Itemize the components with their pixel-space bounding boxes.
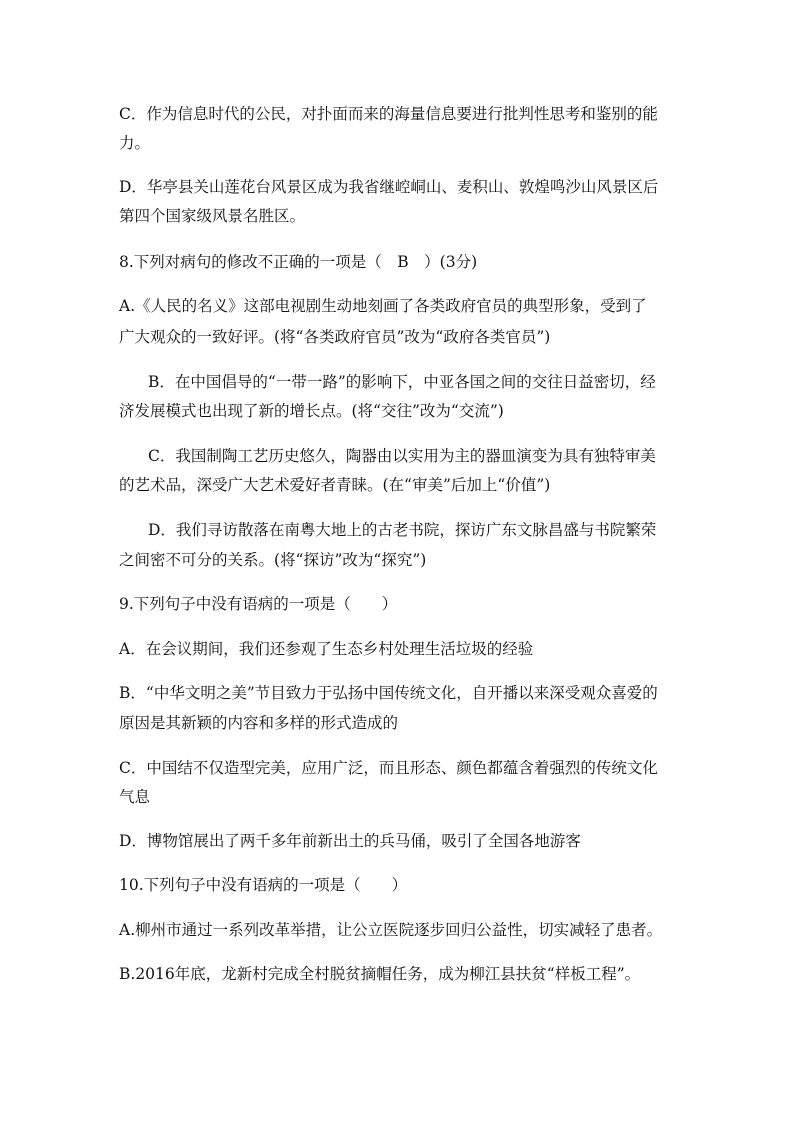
question-8-stem: 8.下列对病句的修改不正确的一项是（ B ）(3分): [119, 253, 478, 271]
q8-option-c-line-1: C．我国制陶工艺历史悠久，陶器由以实用为主的器皿演变为具有独特审美: [148, 447, 656, 465]
option-d-line-2: 第四个国家级风景名胜区。: [119, 207, 306, 225]
q8-option-a-line-1: A.《人民的名义》这部电视剧生动地刻画了各类政府官员的典型形象，受到了: [119, 297, 647, 315]
q10-option-b: B.2016年底，龙新村完成全村脱贫摘帽任务，成为柳江县扶贫“样板工程”。: [119, 965, 641, 983]
q8-option-b-line-2: 济发展模式也出现了新的增长点。(将“交往”改为“交流”): [119, 402, 504, 420]
option-c-line-1: C．作为信息时代的公民，对扑面而来的海量信息要进行批判性思考和鉴别的能: [119, 105, 658, 123]
q8-option-c-line-2: 的艺术品，深受广大艺术爱好者青睐。(在“审美”后加上“价值”): [119, 476, 551, 494]
q9-option-d: D．博物馆展出了两千多年前新出土的兵马俑，吸引了全国各地游客: [119, 832, 581, 850]
q10-option-a: A.柳州市通过一系列改革举措，让公立医院逐步回归公益性，切实减轻了患者。: [119, 921, 663, 939]
q9-option-b-line-1: B．“中华文明之美”节目致力于弘扬中国传统文化，自开播以来深受观众喜爱的: [119, 684, 658, 702]
question-10-stem: 10.下列句子中没有语病的一项是（ ）: [119, 876, 408, 894]
q8-option-d-line-2: 之间密不可分的关系。(将“探访”改为“探究”): [119, 551, 427, 569]
q9-option-b-line-2: 原因是其新颖的内容和多样的形式造成的: [119, 714, 399, 732]
q8-option-a-line-2: 广大观众的一致好评。(将“各类政府官员”改为“政府各类官员”): [119, 328, 551, 346]
option-d-line-1: D．华亭县关山莲花台风景区成为我省继崆峒山、麦积山、敦煌鸣沙山风景区后: [119, 178, 659, 196]
q8-option-d-line-1: D．我们寻访散落在南粤大地上的古老书院，探访广东文脉昌盛与书院繁荣: [148, 521, 657, 539]
q9-option-a: A．在会议期间，我们还参观了生态乡村处理生活垃圾的经验: [119, 640, 534, 658]
q9-option-c-line-1: C．中国结不仅造型完美，应用广泛，而且形态、颜色都蕴含着强烈的传统文化: [119, 759, 658, 777]
question-9-stem: 9.下列句子中没有语病的一项是（ ）: [119, 595, 398, 613]
q9-option-c-line-2: 气息: [119, 788, 151, 806]
option-c-line-2: 力。: [119, 134, 151, 152]
q8-option-b-line-1: B．在中国倡导的“一带一路”的影响下，中亚各国之间的交往日益密切，经: [148, 373, 656, 391]
